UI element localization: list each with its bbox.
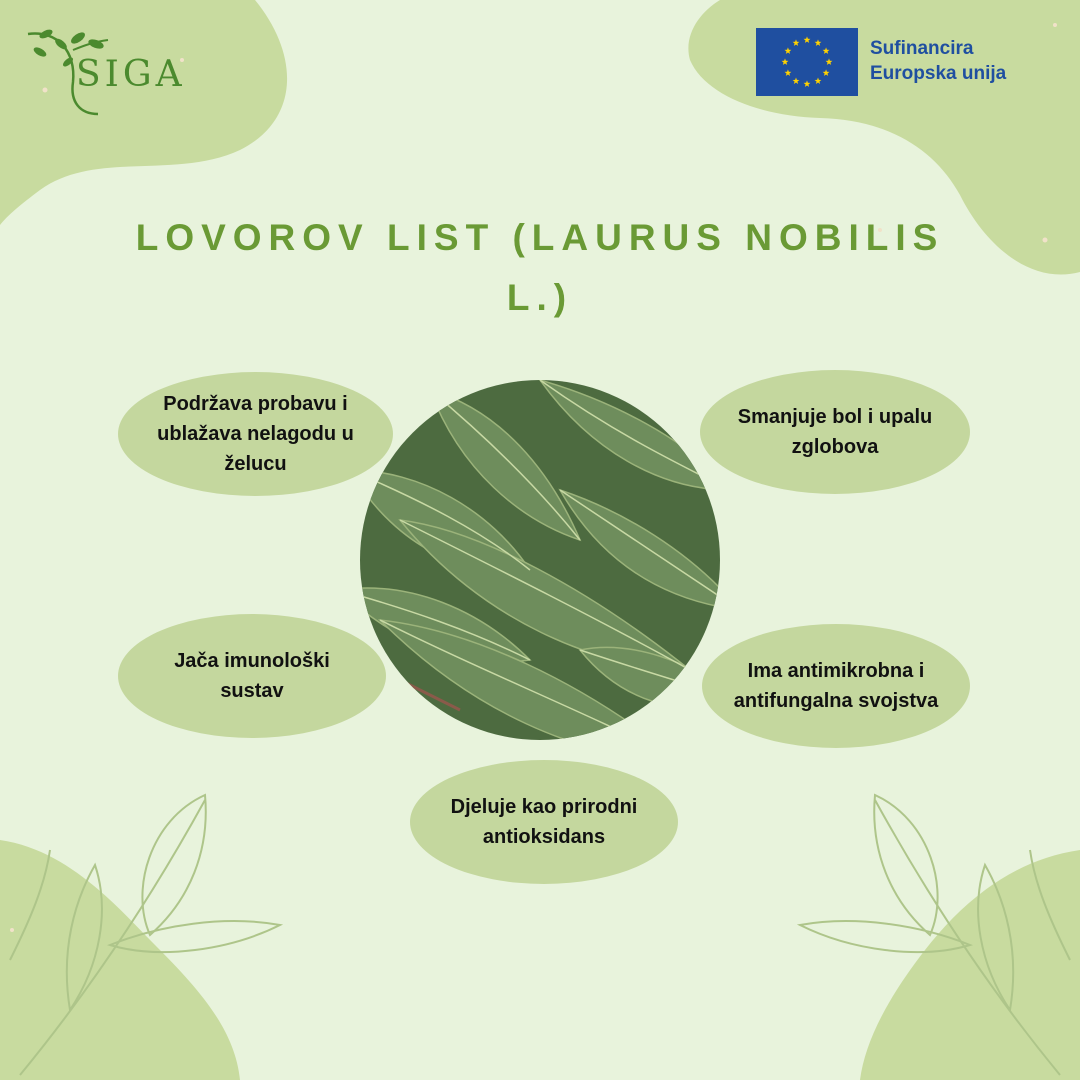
bottom-right-blob [860, 850, 1080, 1080]
logo-text: SIGA [76, 54, 186, 95]
page-title: LOVOROV LIST (LAURUS NOBILIS L.) [135, 217, 945, 318]
benefit-joint-pain: Smanjuje bol i upalu zglobova [700, 370, 970, 494]
benefit-immune: Jača imunološki sustav [118, 614, 386, 738]
eu-funding-line1: Sufinancira [870, 38, 974, 59]
eu-flag-icon [756, 28, 858, 96]
eu-funding-label [870, 36, 1006, 86]
bay-leaves-photo [360, 380, 720, 740]
benefit-antimicrobial: Ima antimikrobna i antifungalna svojstva [702, 624, 970, 748]
benefit-digestion: Podržava probavu i ublažava nelagodu u želucu [118, 372, 393, 496]
benefit-antioxidant: Djeluje kao prirodni antioksidans [410, 760, 678, 884]
bottom-left-blob [0, 840, 240, 1080]
eu-funding-line2: Europska unija [870, 63, 1007, 84]
